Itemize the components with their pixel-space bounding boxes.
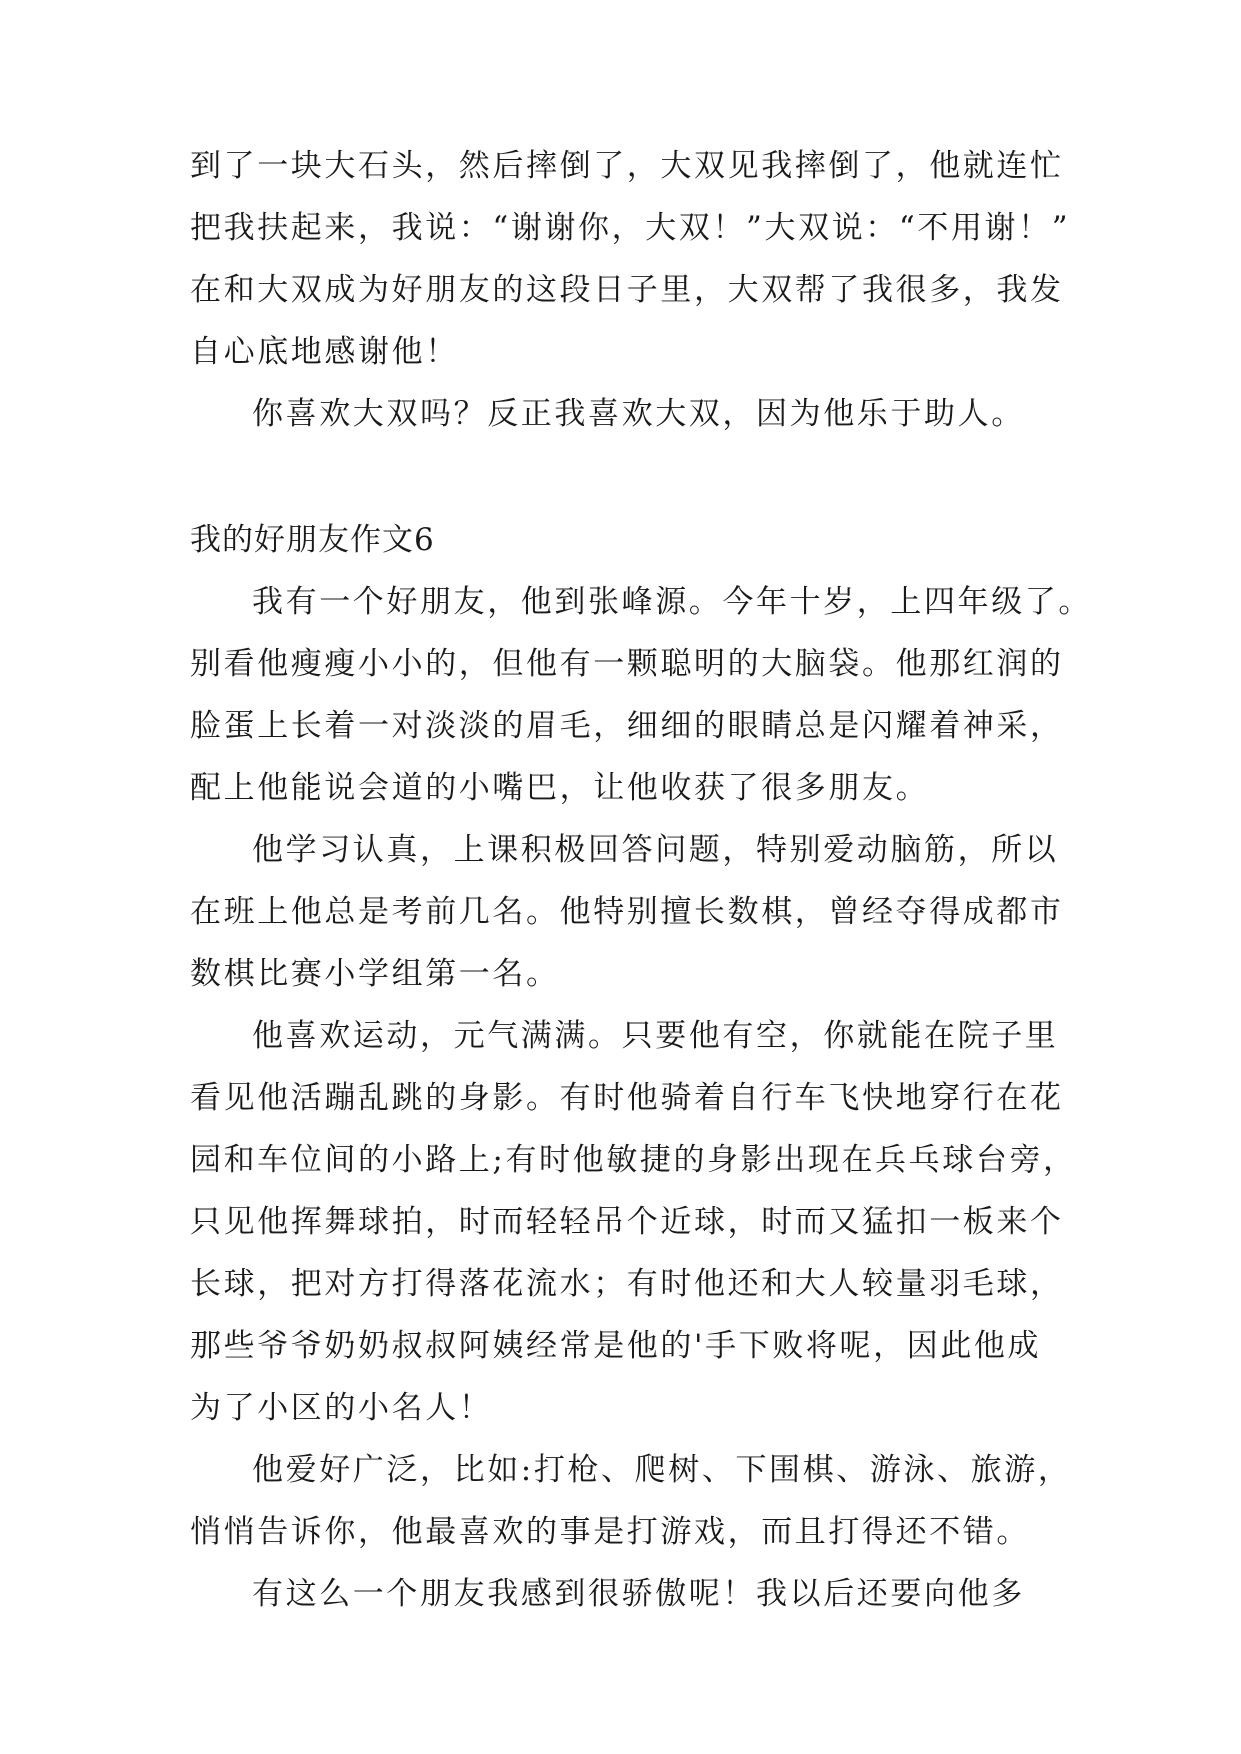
paragraph-line: 看见他活蹦乱跳的身影。有时他骑着自行车飞快地穿行在花	[190, 1080, 1064, 1116]
paragraph-line: 园和车位间的小路上;有时他敏捷的身影出现在兵乓球台旁，	[190, 1142, 1077, 1178]
paragraph-line: 我有一个好朋友，他到张峰源。今年十岁，上四年级了。	[252, 584, 1092, 620]
paragraph-line: 为了小区的小名人！	[190, 1390, 493, 1426]
paragraph-line: 他学习认真，上课积极回答问题，特别爱动脑筋，所以	[252, 832, 1059, 868]
paragraph-line: 他喜欢运动，元气满满。只要他有空，你就能在院子里	[252, 1018, 1059, 1054]
text-line: 自心底地感谢他！	[190, 334, 459, 370]
paragraph-line: 他爱好广泛，比如:打枪、爬树、下围棋、游泳、旅游，	[252, 1452, 1072, 1488]
paragraph-line: 长球，把对方打得落花流水；有时他还和大人较量羽毛球，	[190, 1266, 1064, 1302]
paragraph-line: 悄悄告诉你，他最喜欢的事是打游戏，而且打得还不错。	[190, 1514, 1030, 1550]
paragraph-line: 脸蛋上长着一对淡淡的眉毛，细细的眼睛总是闪耀着神采，	[190, 708, 1064, 744]
paragraph-line: 那些爷爷奶奶叔叔阿姨经常是他的'手下败将呢，因此他成	[190, 1328, 1042, 1364]
paragraph-line: 在班上他总是考前几名。他特别擅长数棋，曾经夺得成都市	[190, 894, 1064, 930]
text-line: 在和大双成为好朋友的这段日子里，大双帮了我很多，我发	[190, 272, 1064, 308]
paragraph-line: 有这么一个朋友我感到很骄傲呢！我以后还要向他多	[252, 1576, 1025, 1612]
paragraph-line: 别看他瘦瘦小小的，但他有一颗聪明的大脑袋。他那红润的	[190, 646, 1064, 682]
paragraph-line: 数棋比赛小学组第一名。	[190, 956, 560, 992]
closing-paragraph: 你喜欢大双吗？反正我喜欢大双，因为他乐于助人。	[252, 396, 1025, 432]
text-line: 到了一块大石头，然后摔倒了，大双见我摔倒了，他就连忙	[190, 148, 1064, 184]
paragraph-line: 配上他能说会道的小嘴巴，让他收获了很多朋友。	[190, 770, 930, 806]
paragraph-line: 只见他挥舞球拍，时而轻轻吊个近球，时而又猛扣一板来个	[190, 1204, 1064, 1240]
text-line: 把我扶起来，我说：“谢谢你，大双！”大双说：“不用谢！”	[190, 210, 1071, 246]
essay-title: 我的好朋友作文6	[190, 522, 435, 558]
